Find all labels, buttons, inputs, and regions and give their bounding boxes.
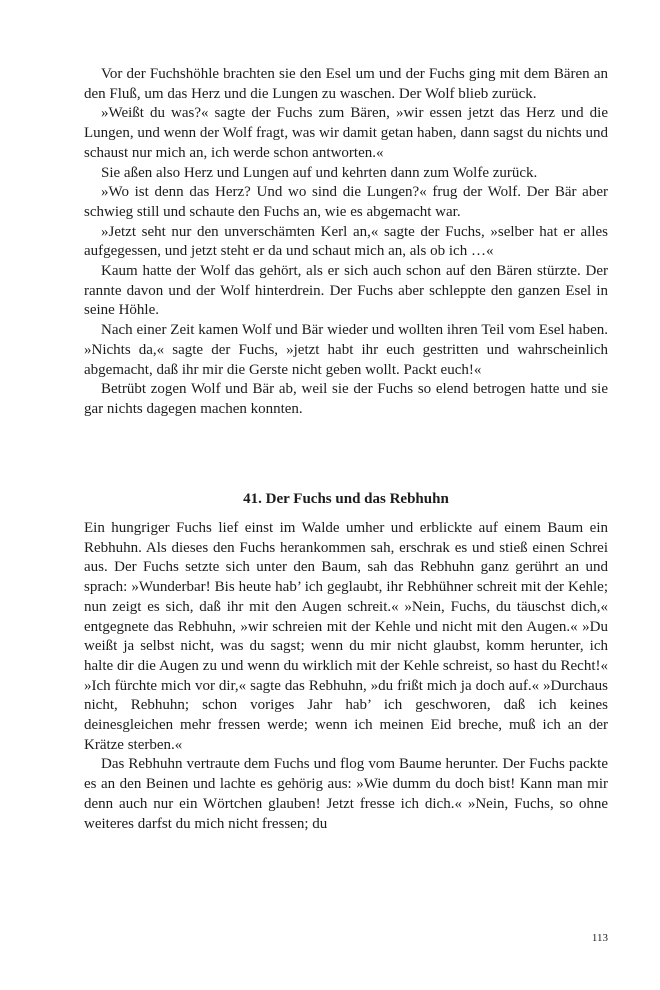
paragraph: Kaum hatte der Wolf das gehört, als er sich auch schon auf den Bären stürzte. Der rannte davon und der Wolf hinterdrein. Der Fuchs aber schleppte den ganzen Esel in seine Höhle. bbox=[84, 263, 608, 319]
story-continuation bbox=[84, 65, 608, 420]
paragraph: »Jetzt seht nur den unverschämten Kerl an,« sagte der Fuchs, »selber hat er alles aufgegessen, und jetzt steht er da und schaut mich an, als ob ich …« bbox=[84, 223, 608, 260]
paragraph: Ein hungriger Fuchs lief einst im Walde umher und erblickte auf einem Baum ein Rebhuhn. Als dieses den Fuchs herankommen sah, erschrak es und stieß einen Schrei aus. Der Fuchs setzte sich unter den Baum, sah das Rebhuhn ganz gerührt an und sprach: »Wunderbar! Bis heute hab’ ich geglaubt, ihr Rebhühner schreit mit der Kehle; nun zeigt es sich, daß ihr mit den Augen schreit.« »Nein, Fuchs, du täuschst dich,« entgegnete das Rebhuhn, »wir schreien mit der Kehle und nicht mit den Augen.« »Du weißt ja selbst nicht, was du sagst; wenn du mir nicht glaubst, komm herunter, ich halte dir die Augen zu und wenn du wirklich mit der Kehle schreist, so hast du Recht!« »Ich fürchte mich vor dir,« sagte das Rebhuhn, »du frißt mich ja doch auf.« »Durchaus nicht, Rebhuhn; schon voriges Jahr hab’ ich geschworen, daß ich keines deinesgleichen mehr fressen werde; wenn ich meinen Eid breche, muß ich an der Krätze sterben.« bbox=[84, 520, 608, 753]
paragraph: Sie aßen also Herz und Lungen auf und kehrten dann zum Wolfe zurück. bbox=[101, 164, 538, 181]
chapter-heading: 41. Der Fuchs und das Rebhuhn bbox=[243, 491, 449, 507]
paragraph: Vor der Fuchshöhle brachten sie den Esel um und der Fuchs ging mit dem Bären an den Fluß, um das Herz und die Lungen zu waschen. Der Wolf blieb zurück. bbox=[84, 66, 608, 102]
story-41 bbox=[84, 519, 608, 834]
paragraph: Das Rebhuhn vertraute dem Fuchs und flog vom Baume herunter. Der Fuchs packte es an den Beinen und lachte es gehörig aus: »Wie dumm du doch bist! Kann man mir denn auch nur ein Wörtchen glauben! Jetzt fresse ich dich.« »Nein, Fuchs, so ohne weiteres darfst du mich nicht fressen; du bbox=[84, 756, 608, 832]
paragraph: Betrübt zogen Wolf und Bär ab, weil sie der Fuchs so elend betrogen hatte und sie gar nichts dagegen machen konnten. bbox=[84, 381, 608, 417]
page-number: 113 bbox=[591, 932, 608, 944]
paragraph: Nach einer Zeit kamen Wolf und Bär wieder und wollten ihren Teil vom Esel haben. »Nichts da,« sagte der Fuchs, »jetzt habt ihr euch gestritten und wahrscheinlich abgemacht, daß ihr mir die Gerste nicht geben wollt. Packt euch!« bbox=[84, 322, 608, 378]
paragraph: »Weißt du was?« sagte der Fuchs zum Bären, »wir essen jetzt das Herz und die Lungen, und wenn der Wolf fragt, was wir damit getan haben, dann sagst du nichts und schaust nur mich an, ich werde schon antworten.« bbox=[84, 105, 608, 161]
paragraph: »Wo ist denn das Herz? Und wo sind die Lungen?« frug der Wolf. Der Bär aber schwieg still und schaute den Fuchs an, wie es abgemacht war. bbox=[84, 184, 608, 220]
